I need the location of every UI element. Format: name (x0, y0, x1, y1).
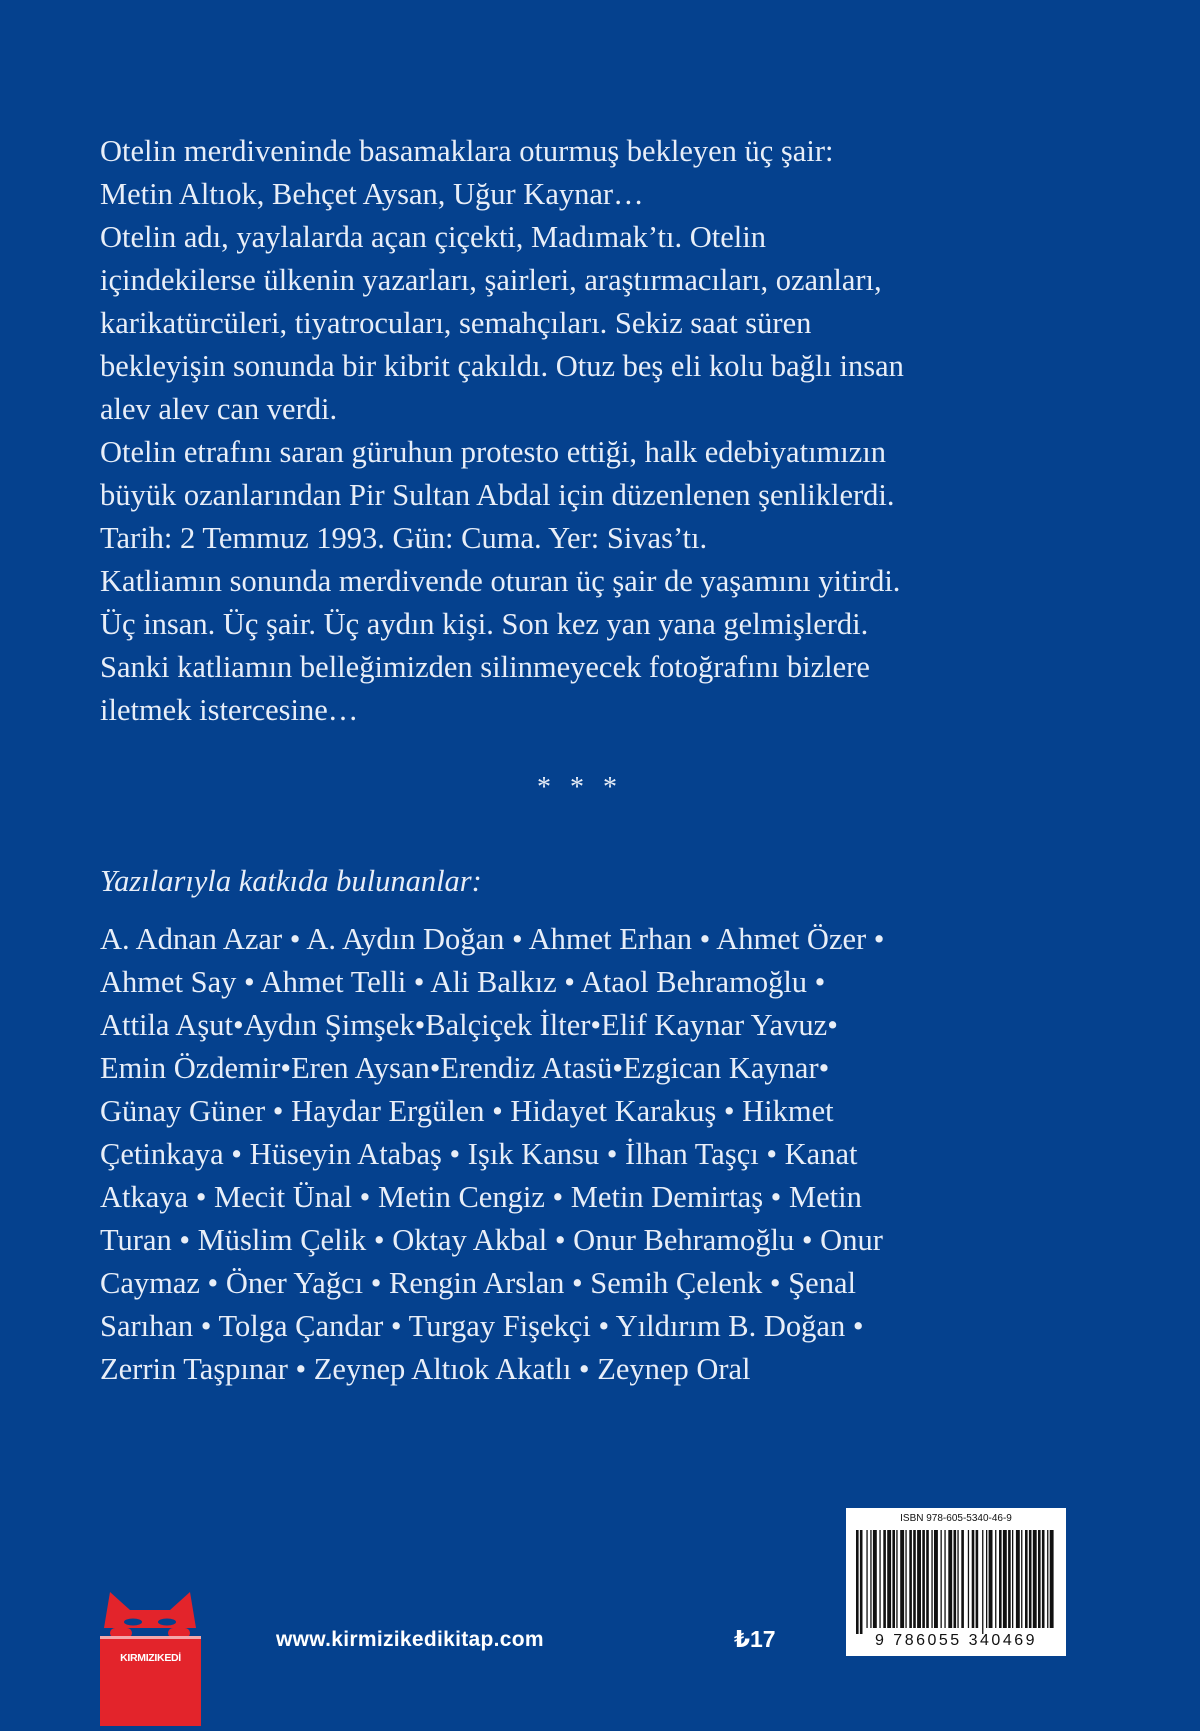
barcode-bar (892, 1530, 895, 1628)
contributors-list (100, 918, 1100, 1391)
barcode-bar (948, 1530, 952, 1628)
barcode-bar (1008, 1530, 1011, 1628)
barcode-bar (909, 1530, 912, 1628)
blurb-line: içindekilerse ülkenin yazarları, şairleri, araştırmacıları, ozanları, (100, 263, 882, 297)
blurb-line: Otelin merdiveninde basamaklara oturmuş bekleyen üç şair: (100, 134, 834, 168)
barcode-bar (989, 1530, 993, 1628)
barcode-bar (866, 1530, 867, 1628)
contributors-line: Zerrin Taşpınar • Zeynep Altıok Akatlı • Zeynep Oral (100, 1352, 751, 1386)
contributors-line: Günay Güner • Haydar Ergülen • Hidayet Karakuş • Hikmet (100, 1094, 834, 1128)
barcode-bar (870, 1530, 871, 1628)
barcode-bar (968, 1530, 969, 1628)
barcode-bar (1025, 1530, 1028, 1628)
barcode-digits: 9 786055 340469 (874, 1632, 1038, 1649)
blurb-line: karikatürcüleri, tiyatrocuları, semahçıları. Sekiz saat süren (100, 306, 812, 340)
barcode-bar (982, 1530, 983, 1634)
barcode-bar (860, 1530, 863, 1634)
barcode-bar (1038, 1530, 1041, 1628)
barcode-bar (934, 1530, 938, 1628)
barcode-bar (1050, 1530, 1054, 1628)
barcode-bar (856, 1530, 859, 1634)
publisher-website-link[interactable]: www.kirmizikedikitap.com (276, 1628, 544, 1651)
contributors-line: Ahmet Say • Ahmet Telli • Ali Balkız • Ataol Behramoğlu • (100, 965, 826, 999)
section-separator: * * * (537, 772, 623, 803)
contributors-line: Caymaz • Öner Yağcı • Rengin Arslan • Semih Çelenk • Şenal (100, 1266, 856, 1300)
barcode-bar (954, 1530, 957, 1628)
contributors-line: Emin Özdemir•Eren Aysan•Erendiz Atasü•Ezgican Kaynar• (100, 1051, 830, 1085)
blurb-line: Metin Altıok, Behçet Aysan, Uğur Kaynar… (100, 177, 644, 211)
contributors-line: Sarıhan • Tolga Çandar • Turgay Fişekçi • Yıldırım B. Doğan • (100, 1309, 864, 1343)
barcode-bar (922, 1530, 925, 1628)
barcode-bar (900, 1530, 904, 1628)
barcode-bar (1047, 1530, 1048, 1628)
barcode-bar (931, 1530, 932, 1628)
contributors-line: Turan • Müslim Çelik • Oktay Akbal • Onur Behramoğlu • Onur (100, 1223, 883, 1257)
barcode-bar (944, 1530, 945, 1628)
barcode-bar (995, 1530, 996, 1628)
barcode-bar (1016, 1530, 1020, 1628)
barcode-bar (957, 1530, 958, 1628)
barcode-bar (896, 1530, 897, 1628)
barcode-bar (999, 1530, 1002, 1628)
barcode-bar (879, 1530, 880, 1628)
back-cover-blurb (100, 130, 1100, 732)
barcode-bar (1033, 1530, 1037, 1628)
barcode-bar (913, 1530, 916, 1628)
blurb-line: Sanki katliamın belleğimizden silinmeyecek fotoğrafını bizlere (100, 650, 870, 684)
barcode-bar (905, 1530, 906, 1628)
barcode-bar (961, 1530, 964, 1628)
blurb-line: bekleyişin sonunda bir kibrit çakıldı. Otuz beş eli kolu bağlı insan (100, 349, 904, 383)
barcode-bar (873, 1530, 877, 1628)
blurb-line: büyük ozanlarından Pir Sultan Abdal için düzenlenen şenliklerdi. (100, 478, 895, 512)
isbn-barcode (846, 1508, 1066, 1656)
barcode-bar (1012, 1530, 1013, 1628)
barcode-bar (1021, 1530, 1022, 1628)
barcode-bar (1042, 1530, 1045, 1628)
contributors-heading: Yazılarıyla katkıda bulunanlar: (100, 864, 482, 898)
barcode-bar (883, 1530, 886, 1628)
isbn-label: ISBN 978-605-5340-46-9 (900, 1513, 1012, 1524)
blurb-line: iletmek istercesine… (100, 693, 359, 727)
barcode-bar (986, 1530, 987, 1628)
barcode-bar (1029, 1530, 1032, 1628)
barcode-bar (917, 1530, 921, 1628)
price-label: ₺17 (734, 1626, 776, 1652)
blurb-line: Otelin adı, yaylalarda açan çiçekti, Madımak’tı. Otelin (100, 220, 766, 254)
contributors-line: Çetinkaya • Hüseyin Atabaş • Işık Kansu • İlhan Taşçı • Kanat (100, 1137, 858, 1171)
blurb-line: alev alev can verdi. (100, 392, 338, 426)
barcode-bar (976, 1530, 979, 1628)
barcode-bar (972, 1530, 975, 1628)
contributors-line: Atkaya • Mecit Ünal • Metin Cengiz • Metin Demirtaş • Metin (100, 1180, 862, 1214)
blurb-line: Üç insan. Üç şair. Üç aydın kişi. Son kez yan yana gelmişlerdi. (100, 607, 869, 641)
blurb-line: Tarih: 2 Temmuz 1993. Gün: Cuma. Yer: Sivas’tı. (100, 521, 708, 555)
publisher-logo-text: KIRMIZIKEDİ (120, 1652, 181, 1664)
barcode-bar (926, 1530, 929, 1628)
barcode-bar (887, 1530, 891, 1628)
blurb-line: Katliamın sonunda merdivende oturan üç şair de yaşamını yitirdi. (100, 564, 901, 598)
barcode-bar (1003, 1530, 1007, 1628)
blurb-line: Otelin etrafını saran güruhun protesto ettiği, halk edebiyatımızın (100, 435, 887, 469)
contributors-line: Attila Aşut•Aydın Şimşek•Balçiçek İlter•Elif Kaynar Yavuz• (100, 1008, 838, 1042)
contributors-line: A. Adnan Azar • A. Aydın Doğan • Ahmet Erhan • Ahmet Özer • (100, 922, 885, 956)
barcode-bar (941, 1530, 942, 1628)
barcode-icon (852, 1530, 1060, 1634)
